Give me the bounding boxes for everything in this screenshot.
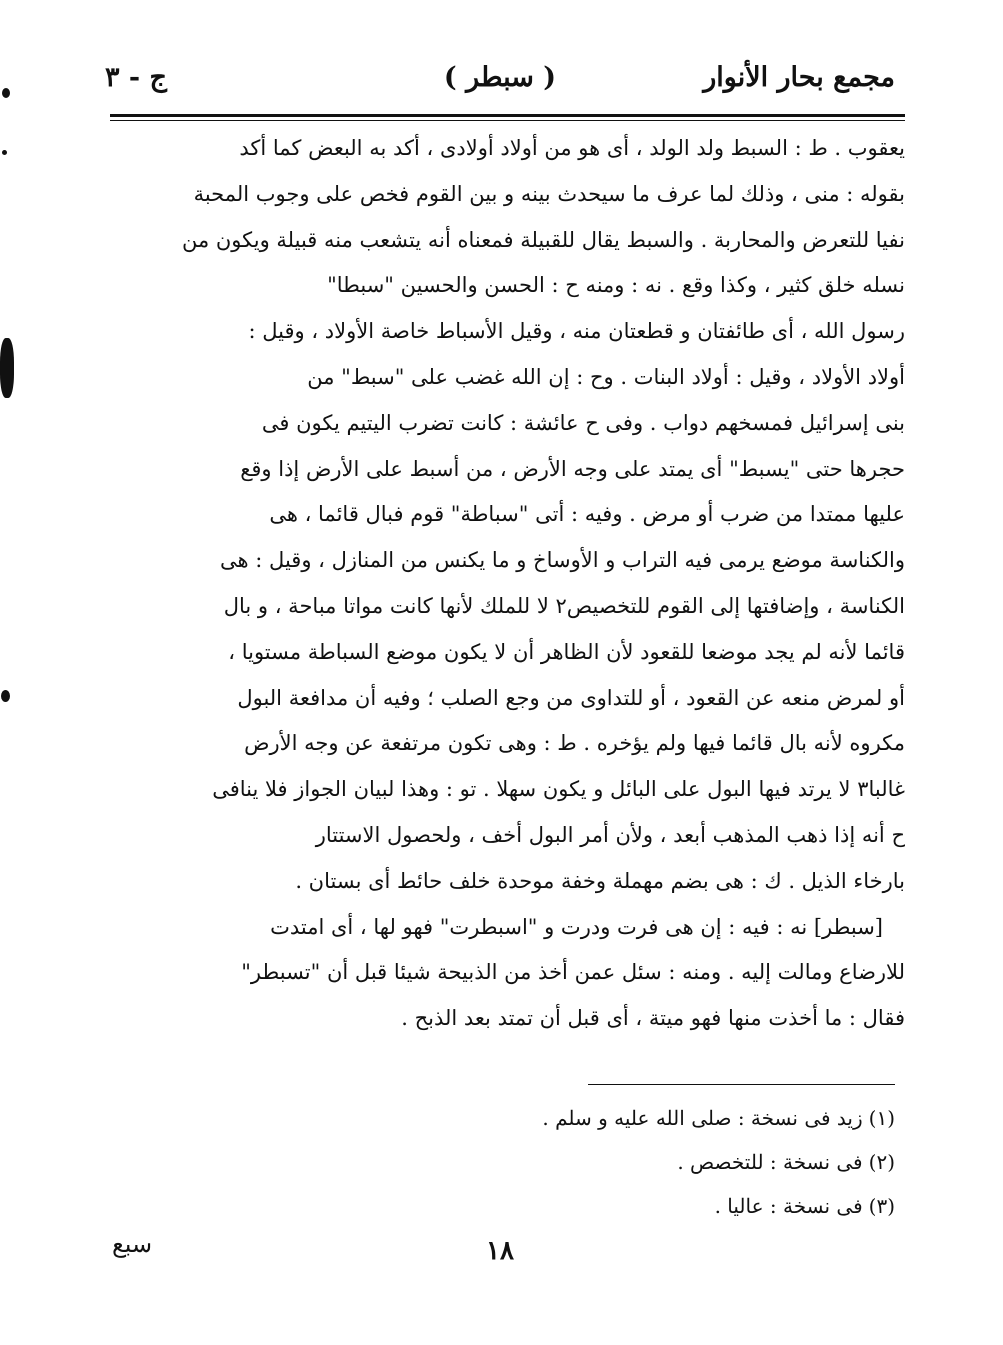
scan-speck — [2, 88, 10, 98]
page-number: ١٨ — [486, 1236, 514, 1266]
entry-word: ( سبطر ) — [443, 62, 557, 93]
scan-speck — [0, 338, 14, 398]
volume-label: ج - ٣ — [105, 62, 167, 93]
text-line: والكناسة موضع يرمى فيه التراب و الأوساخ و ما يكنس من المنازل ، وقيل : هى — [220, 548, 905, 573]
text-line: أولاد الأولاد ، وقيل : أولاد البنات . وح : إن الله غضب على "سبط" من — [307, 364, 905, 389]
scan-speck — [1, 690, 10, 702]
footnote — [110, 1096, 895, 1140]
text-line: حجرها حتى "يسبط" أى يمتد على وجه الأرض ، من أسبط على الأرض إذا وقع — [240, 456, 905, 481]
header-rule-thin — [110, 120, 905, 121]
main-text — [110, 126, 905, 1042]
book-title: مجمع بحار الأنوار — [703, 62, 895, 93]
footnote — [110, 1184, 895, 1228]
footnote-number: (٣) — [868, 1194, 895, 1218]
footnote-text: زيد فى نسخة : صلى الله عليه و سلم . — [542, 1106, 863, 1130]
text-line: بقوله : منى ، وذلك لما عرف ما سيحدث بينه و بين القوم فخص على وجوب المحبة — [193, 181, 905, 206]
text-line: مكروه لأنه بال قائما فيها ولم يؤخره . ط : وهى تكون مرتفعة عن وجه الأرض — [244, 731, 905, 756]
running-header — [105, 58, 895, 108]
footnote-separator — [588, 1084, 895, 1085]
catchword: سبع — [112, 1230, 153, 1258]
footnotes — [110, 1096, 895, 1228]
footnote — [110, 1140, 895, 1184]
footnote-number: (١) — [868, 1106, 895, 1130]
text-line: فقال : ما أخذت منها فهو ميتة ، أى قبل أن تمتد بعد الذبح . — [401, 1006, 905, 1031]
footnote-text: فى نسخة : للتخصص . — [677, 1150, 863, 1174]
scan-speck — [2, 150, 7, 155]
text-line: عليها ممتدا من ضرب أو مرض . وفيه : أتى "سباطة" قوم فبال قائما ، هى — [269, 502, 905, 527]
text-line: ح أنه إذا ذهب المذهب أبعد ، ولأن أمر البول أخف ، ولحصول الاستتار — [315, 822, 905, 847]
text-line: قائما لأنه لم يجد موضعا للقعود لأن الظاهر أن لا يكون موضع السباطة مستويا ، — [228, 639, 905, 664]
text-line: نسله خلق كثير ، وكذا وقع . نه : ومنه ح : الحسن والحسين "سبطا" — [327, 273, 905, 298]
text-line: [سبطر] نه : فيه : إن هى فرت ودرت و "اسبطرت" فهو لها ، أى امتدت — [270, 914, 883, 939]
text-line: للارضاع ومالت إليه . ومنه : سئل عمن أخذ من الذبيحة شيئا قبل أن "تسبطر" — [241, 960, 905, 985]
footnote-number: (٢) — [868, 1150, 895, 1174]
header-rule-thick — [110, 114, 905, 117]
text-line: يعقوب . ط : السبط ولد الولد ، أى هو من أولاد أولادى ، أكد به البعض كما أكد — [239, 136, 905, 160]
footnote-text: فى نسخة : عاليا . — [714, 1194, 863, 1218]
text-line: نفيا للتعرض والمحاربة . والسبط يقال للقبيلة فمعناه أنه يتشعب منه قبيلة ويكون من — [181, 227, 905, 252]
text-line: رسول الله ، أى طائفتان و قطعتان منه ، وقيل الأسباط خاصة الأولاد ، وقيل : — [248, 319, 905, 344]
text-line: غالبا٣ لا يرتد فيها البول على البائل و يكون سهلا . تو : وهذا لبيان الجواز فلا ينافى — [212, 777, 905, 802]
text-line: بارخاء الذيل . ك : هى بضم مهملة وخفة موحدة خلف حائط أى بستان . — [295, 868, 905, 893]
text-line: أو لمرض منعه عن القعود ، أو للتداوى من وجع الصلب ؛ وفيه أن مدافعة البول — [237, 685, 905, 710]
text-line: بنى إسرائيل فمسخهم دواب . وفى ح عائشة : كانت تضرب اليتيم يكون فى — [261, 410, 905, 435]
text-line: الكناسة ، وإضافتها إلى القوم للتخصيص٢ لا للملك لأنها كانت مواتا مباحة ، و بال — [223, 593, 905, 618]
